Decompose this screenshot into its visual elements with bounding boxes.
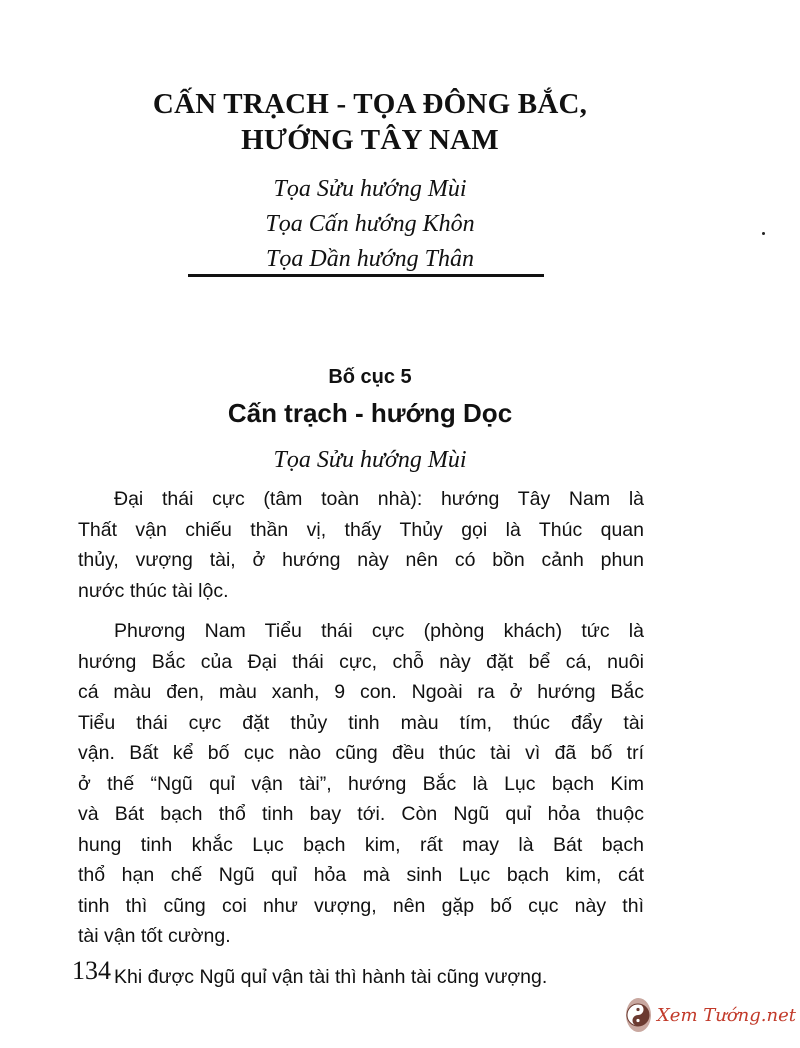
chapter-subtitle-line: Tọa Cấn hướng Khôn — [265, 211, 475, 237]
watermark — [626, 996, 796, 1034]
body-text — [78, 484, 644, 1002]
yin-yang-icon — [626, 998, 651, 1032]
text-line: nước thúc tài lộc. — [78, 579, 229, 602]
print-speck — [762, 232, 765, 235]
text-line: và Bát bạch thổ tinh bay tới. Còn Ngũ quỉ hỏa thuộc — [78, 803, 644, 825]
text-line: Thất vận chiếu thần vị, thấy Thủy gọi là Thúc quan — [78, 518, 644, 541]
text-line: hướng Bắc của Đại thái cực, chỗ này đặt bể cá, nuôi — [78, 650, 644, 673]
chapter-divider — [188, 274, 544, 277]
text-line: Khi được Ngũ quỉ vận tài thì hành tài cũng vượng. — [114, 965, 548, 988]
watermark-text: Xem Tướng.net — [656, 1004, 796, 1026]
text-line: cá màu đen, màu xanh, 9 con. Ngoài ra ở hướng Bắc — [78, 681, 644, 703]
paragraph — [78, 484, 644, 606]
chapter-subtitle-line: Tọa Sửu hướng Mùi — [273, 176, 467, 202]
section-subtitle: Tọa Sửu hướng Mùi — [273, 447, 467, 473]
text-line: tài vận tốt cường. — [78, 925, 231, 947]
text-line: vận. Bất kể bố cục nào cũng đều thúc tài vì đã bố trí — [78, 742, 644, 764]
text-line: hung tinh khắc Lục bạch kim, rất may là Bát bạch — [78, 833, 644, 856]
text-line: tinh thì cũng coi như vượng, nên gặp bố cục này thì — [78, 894, 644, 917]
paragraph — [78, 616, 644, 952]
page-number: 134 — [72, 956, 111, 985]
section-label: Bố cục 5 — [328, 366, 412, 388]
section-title: Cấn trạch - hướng Dọc — [227, 398, 513, 428]
chapter-subtitles — [180, 172, 560, 277]
chapter-title — [130, 86, 610, 158]
text-line: ở thế “Ngũ quỉ vận tài”, hướng Bắc là Lục bạch Kim — [78, 772, 644, 795]
paragraph — [78, 962, 644, 993]
text-line: Đại thái cực (tâm toàn nhà): hướng Tây Nam là — [114, 488, 644, 510]
chapter-title-line: CẤN TRẠCH - TỌA ĐÔNG BẮC, — [152, 88, 588, 120]
text-line: Phương Nam Tiểu thái cực (phòng khách) tức là — [114, 620, 644, 642]
chapter-subtitle-line: Tọa Dần hướng Thân — [266, 246, 474, 272]
text-line: Tiểu thái cực đặt thủy tinh màu tím, thúc đẩy tài — [78, 711, 644, 734]
chapter-title-line: HƯỚNG TÂY NAM — [241, 124, 499, 156]
text-line: thổ hạn chế Ngũ quỉ hỏa mà sinh Lục bạch kim, cát — [78, 864, 644, 886]
text-line: thủy, vượng tài, ở hướng này nên có bồn cảnh phun — [78, 549, 644, 571]
